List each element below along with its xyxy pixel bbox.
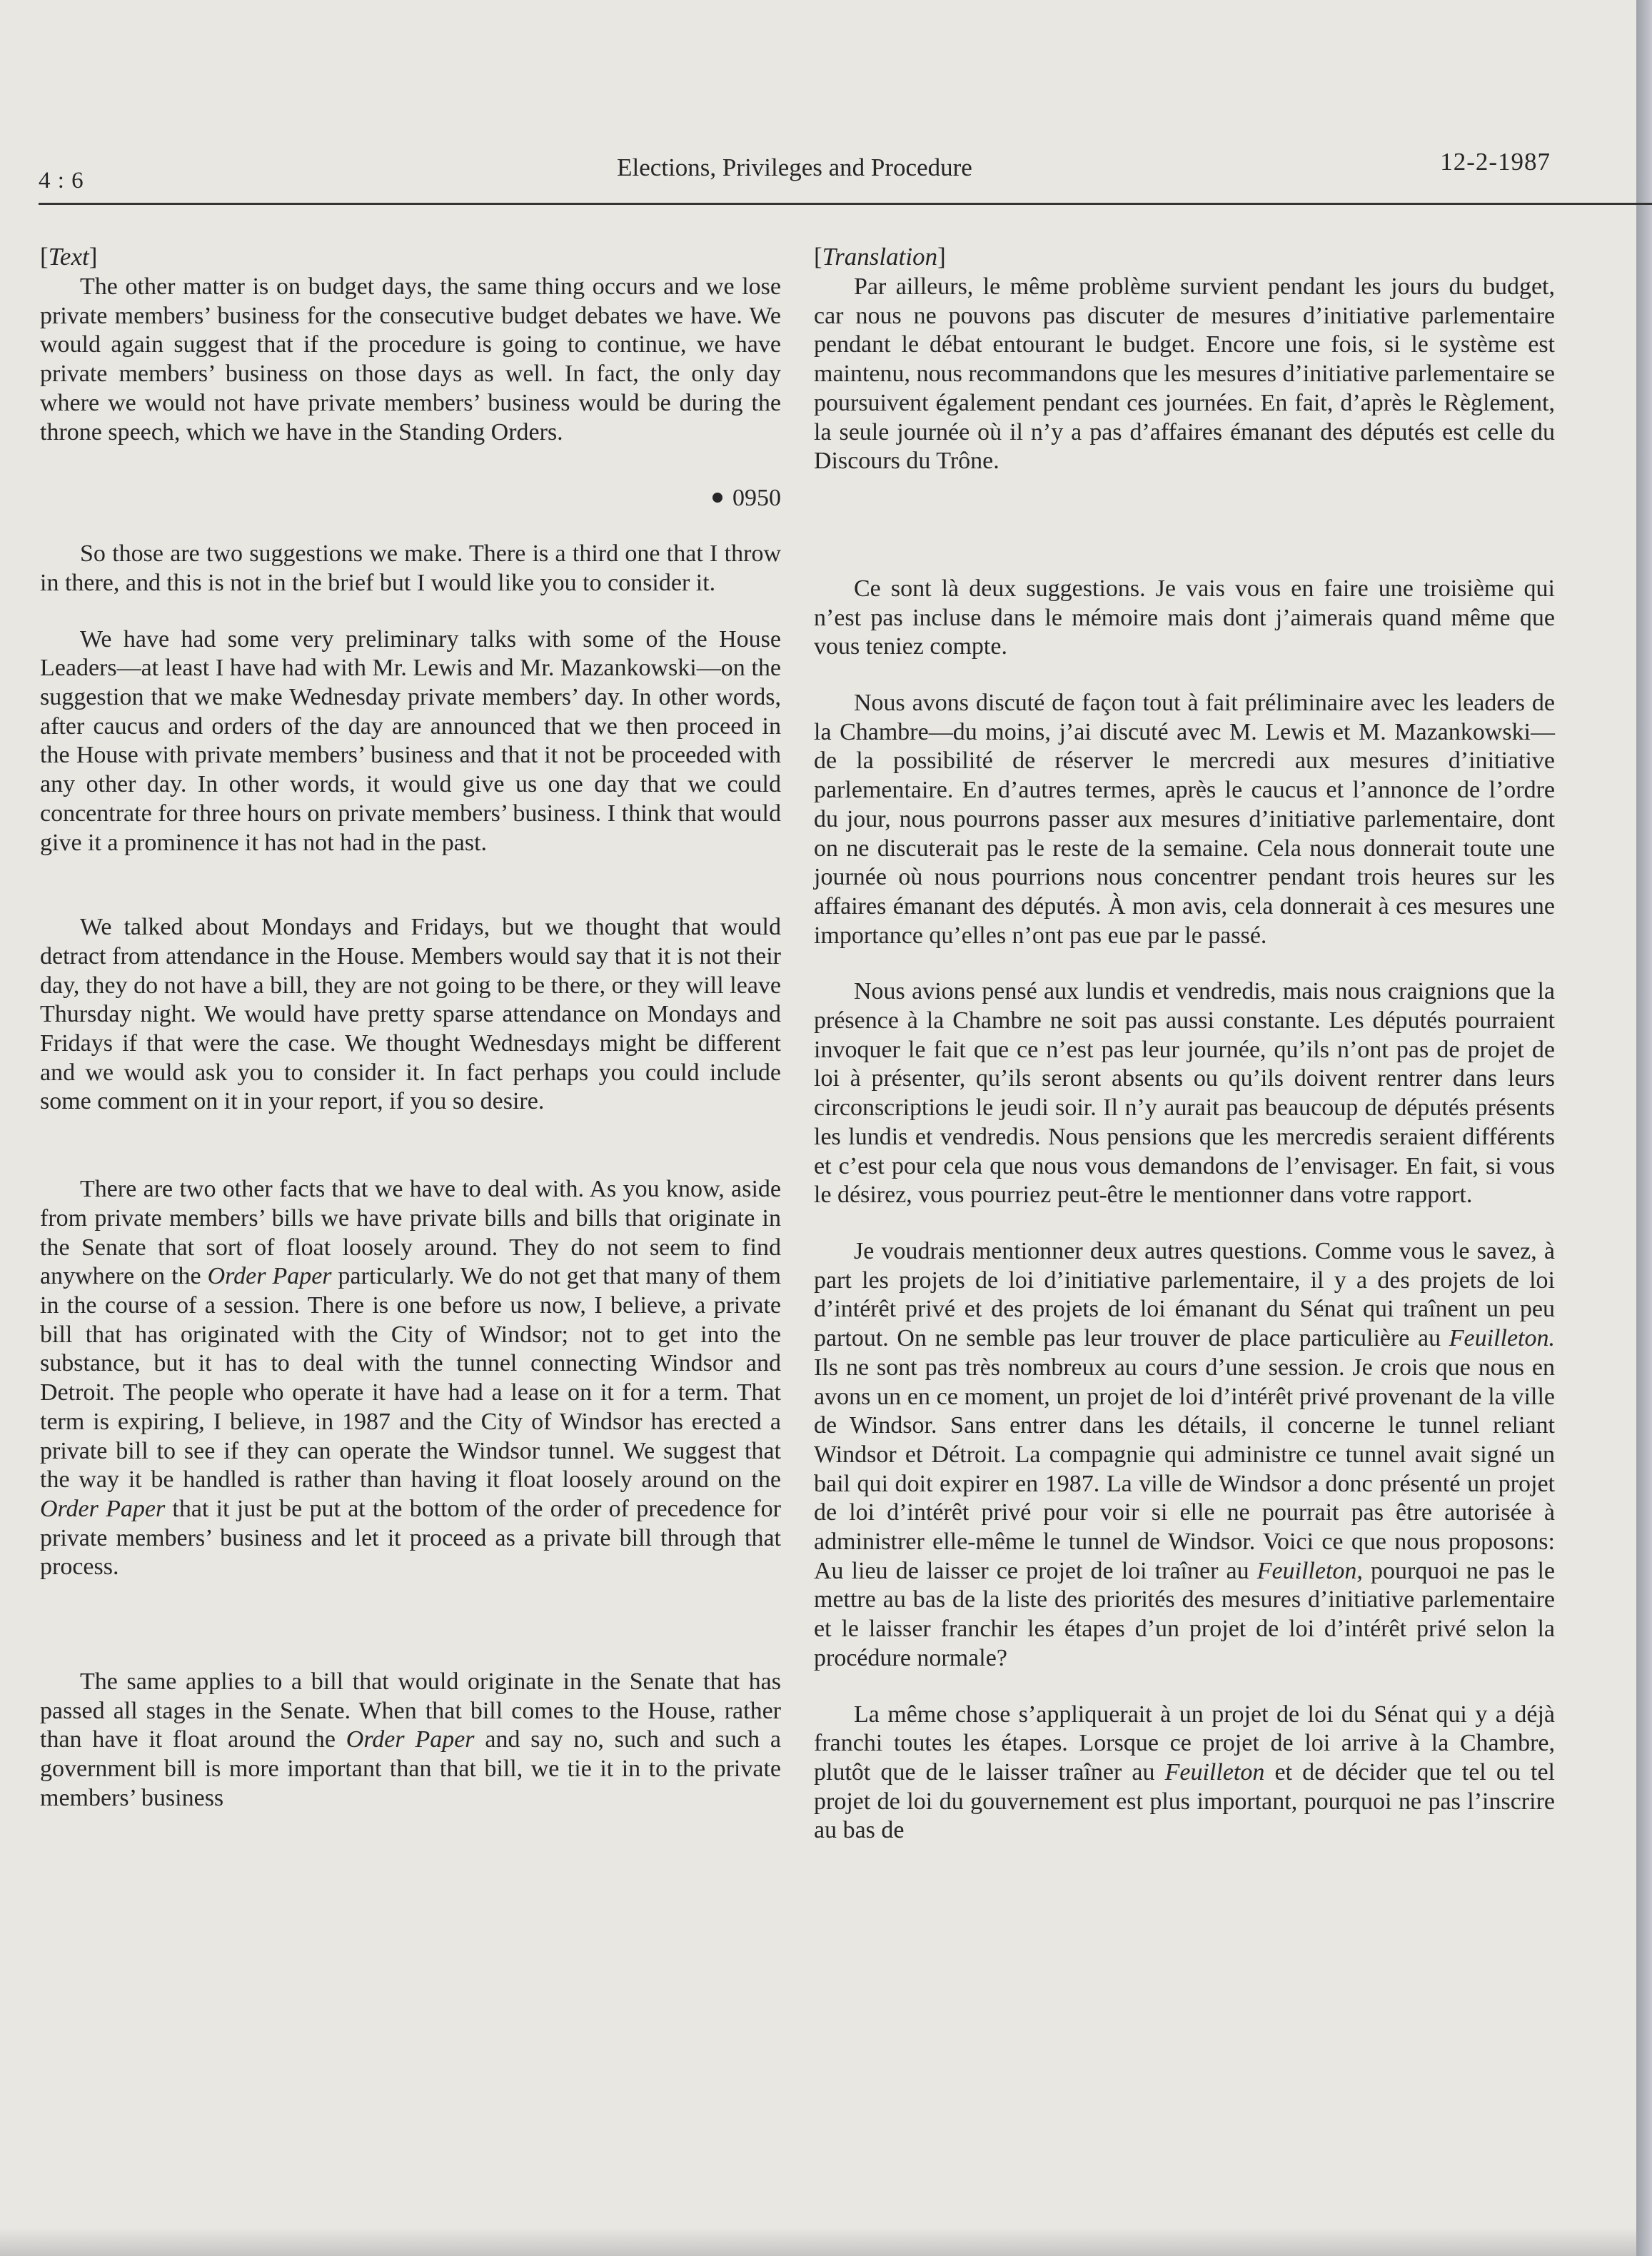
paragraphe-deux-suggestions: Ce sont là deux suggestions. Je vais vous en faire une troisième qui n’est pas incluse dans le mémoire mais dont j’aimerais quand même que vous teniez compte. (814, 575, 1555, 660)
paragraphe-projet-senat: La même chose s’appliquerait à un projet de loi du Sénat qui y a déjà franchi toutes les étapes. Lorsque ce projet de loi arrive à la Chambre, plutôt que de le laisser traîner au Feuilleton et de décider que tel ou tel projet de loi du gouvernement est plus important, pourquoi ne pas l’inscrire au bas de (814, 1701, 1555, 1844)
paragraph-senate-bill: The same applies to a bill that would originate in the Senate that has passed all stages in the Senate. When that bill comes to the House, rather than have it float around the Order Paper and say no, such and such a government bill is more important than that bill, we tie it in to the private members’ business (40, 1668, 782, 1811)
running-title: Elections, Privileges and Procedure (617, 153, 972, 181)
text-label: [Text] (40, 243, 98, 271)
paragraph-other-facts: There are two other facts that we have to deal with. As you know, aside from private members’ bills we have private bills and bills that originate in the Senate that sort of float loosely around. They do not seem to find anywhere on the Order Paper particularly. We do not get that many of them in the course of a session. There is one before us now, I believe, a private bill that has originated with the City of Windsor; not to get into the substance, but it has to deal with the tunnel connecting Windsor and Detroit. The people who operate it have had a lease on it for a term. That term is expiring, I believe, in 1987 and the City of Windsor has erected a private bill to see if they can operate the Windsor tunnel. We suggest that the way it be handled is rather than having it float loosely around on the Order Paper that it just be put at the bottom of the order of precedence for private members’ business and let it proceed as a private bill through that process. (40, 1176, 782, 1581)
english-column (40, 243, 781, 1813)
paragraph-budget-days: The other matter is on budget days, the same thing occurs and we lose private members’ business for the consecutive budget debates we have. We would again suggest that if the procedure is going to continue, we have private members’ business on those days as well. In fact, the only day where we would not have private members’ business would be during the throne speech, which we have in the Standing Orders. (40, 273, 781, 445)
page-edge (1636, 0, 1652, 2256)
paragraph-mondays-fridays: We talked about Mondays and Fridays, but we thought that would detract from attendance in the House. Members would say that it is not their day, they do not have a bill, they are not going to be there, or they will leave Thursday night. We would have pretty sparse attendance on Mondays and Fridays if that were the case. We thought Wednesdays might be different and we would ask you to consider it. In fact perhaps you could include some comment on it in your report, if you so desire. (40, 914, 781, 1115)
paragraphe-lundis-vendredis: Nous avions pensé aux lundis et vendredis, mais nous craignions que la présence à la Chambre ne soit pas aussi constante. Les députés pourraient invoquer le fait que ce n’est pas leur journée, qu’ils n’ont pas de projet de loi à présenter, qu’ils seront absents ou qu’ils doivent rentrer dans leurs circonscriptions le jeudi soir. Il n’y aurait pas beaucoup de députés présents les lundis et vendredis. Nous pensions que les mercredis seraient différents et c’est pour cela que nous vous demandons de l’envisager. En fait, si vous le désirez, vous pourriez peut-être le mentionner dans votre rapport. (814, 978, 1555, 1209)
page-header (39, 146, 1551, 201)
header-rule (39, 203, 1652, 205)
paragraph-wednesday: We have had some very preliminary talks with some of the House Leaders—at least I have had with Mr. Lewis and Mr. Mazankowski—on the suggestion that we make Wednesday private members’ day. In other words, after caucus and orders of the day are announced that we then proceed in the House with private members’ business and that it not be proceeded with any other day. In other words, it would give us one day that we could concentrate for three hours on private members’ business. I think that would give it a prominence it has not had in the past. (40, 625, 781, 856)
page-shadow (0, 2227, 1636, 2256)
french-column (814, 243, 1555, 1845)
header-date: 12-2-1987 (1440, 148, 1551, 176)
paragraph-two-suggestions: So those are two suggestions we make. There is a third one that I throw in there, and this is not in the brief but I would like you to consider it. (40, 540, 781, 596)
page-number: 4 : 6 (39, 168, 84, 193)
paragraphe-mercredi: Nous avons discuté de façon tout à fait préliminaire avec les leaders de la Chambre—du moins, j’ai discuté avec M. Lewis et M. Mazankowski—de la possibilité de réserver le mercredi aux mesures d’initiative parlementaire. En d’autres termes, après le caucus et l’annonce de l’ordre du jour, nous pourrons passer aux mesures d’initiative parlementaire, dont on ne discuterait pas le reste de la semaine. Cela nous donnerait toute une journée où nous pourrions nous concentrer pendant trois heures sur les affaires émanant des députés. À mon avis, cela donnerait à ces mesures une importance qu’elles n’ont pas eue par le passé. (814, 690, 1555, 949)
paragraphe-autres-questions: Je voudrais mentionner deux autres questions. Comme vous le savez, à part les projets de loi d’initiative parlementaire, il y a des projets de loi d’intérêt privé et des projets de loi émanant du Sénat qui traînent un peu partout. On ne semble pas leur trouver de place particulière au Feuilleton. Ils ne sont pas très nombreux au cours d’une session. Je crois que nous en avons un en ce moment, un projet de loi d’intérêt privé provenant de la ville de Windsor. Sans entrer dans les détails, il concerne le tunnel reliant Windsor et Détroit. La compagnie qui administre ce tunnel avait signé un bail qui doit expirer en 1987. La ville de Windsor a donc présenté un projet de loi d’intérêt privé pour voir si elle ne pourrait pas être autorisée à administrer elle-même le tunnel de Windsor. Voici ce que nous proposons: Au lieu de laisser ce projet de loi traîner au Feuilleton, pourquoi ne pas le mettre au bas de la liste des priorités des mesures d’initiative parlementaire et le laisser franchir les étapes d’un projet de loi d’intérêt privé selon la procédure normale? (814, 1237, 1555, 1671)
bullet-icon (712, 493, 722, 503)
paragraphe-jours-budget: Par ailleurs, le même problème survient pendant les jours du budget, car nous ne pouvons pas discuter de mesures d’initiative parlementaire pendant le débat entourant le budget. Encore une fois, si le système est maintenu, nous recommandons que les mesures d’initiative parlementaire se poursuivent également pendant ces journées. En fait, d’après le Règlement, la seule journée où il n’y a pas d’affaires émanant des députés est celle du Discours du Trône. (814, 273, 1555, 475)
time-marker: 0950 (40, 484, 781, 513)
translation-label: [Translation] (814, 243, 946, 271)
